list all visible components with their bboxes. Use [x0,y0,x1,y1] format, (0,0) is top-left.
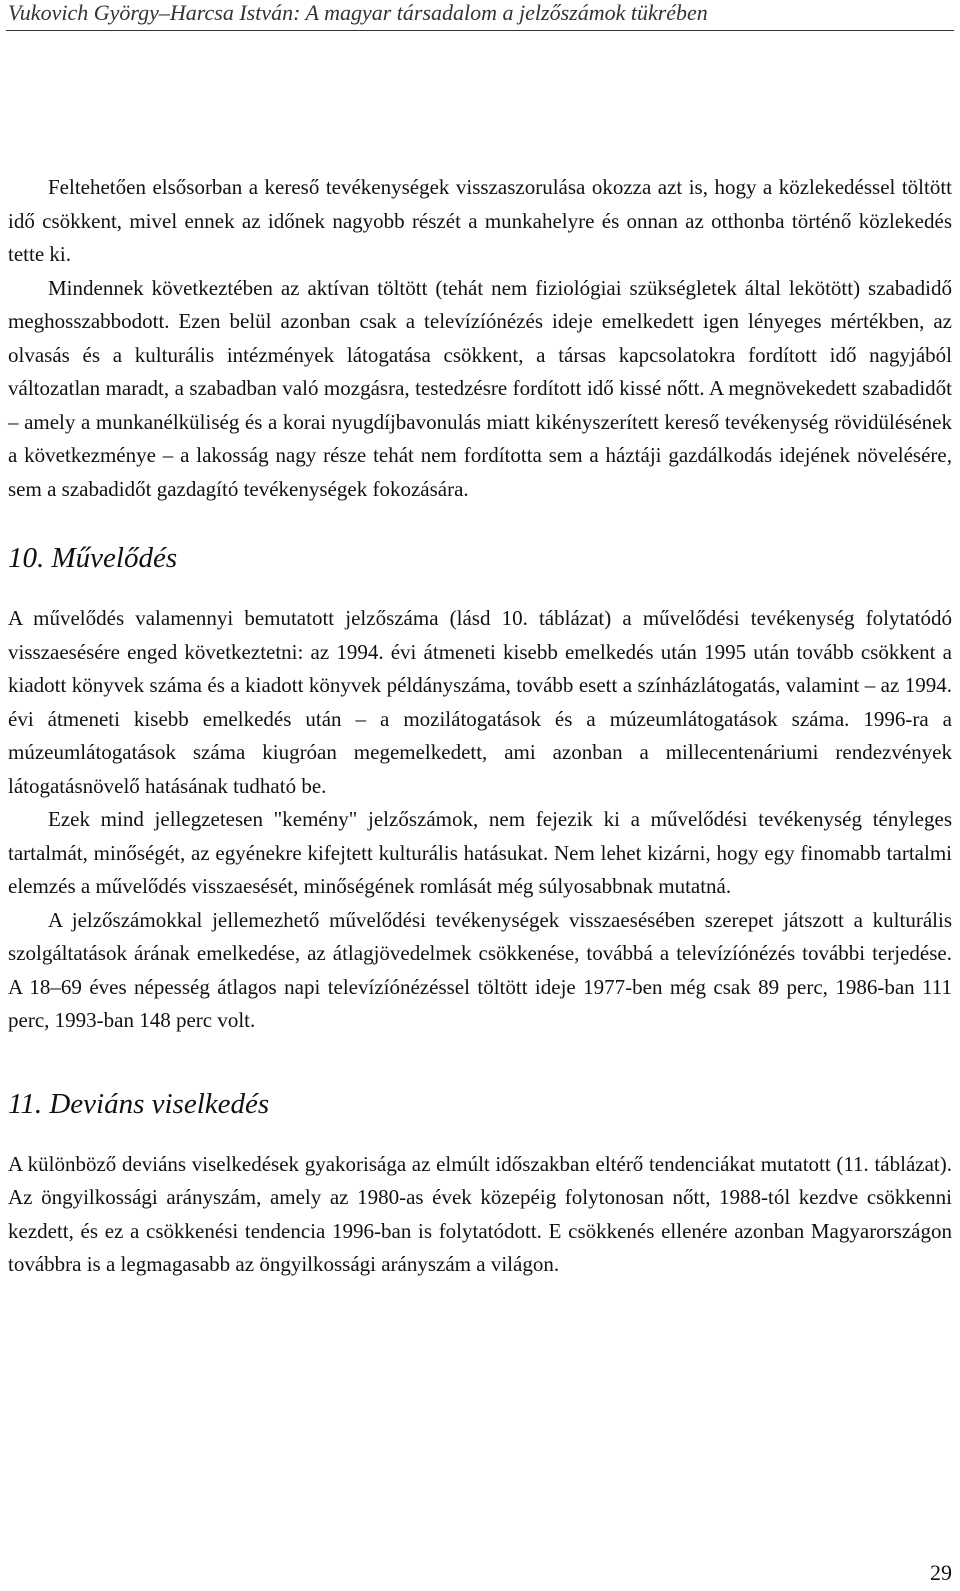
paragraph-deviant-behaviour: A különböző deviáns viselkedések gyakorisága az elmúlt időszakban eltérő tendenciákat mutatott (11. táblázat). Az öngyilkossági arányszám, amely az 1980-as évek közepéig folytonosan nőtt, 1988-tól kezdve csökkenni kezdett, és ez a csökkenési tendencia 1996-ban is folytatódott. E csökkenés ellenére azonban Magyarországon továbbra is a legmagasabb az öngyilkossági arányszám a világon. [8,1151,952,1276]
paragraph-free-time: Mindennek következtében az aktívan töltött (tehát nem fiziológiai szükségletek által lekötött) szabadidő meghosszabbodott. Ezen belül azonban csak a televízíónézés ideje emelkedett igen lényeges mértékben, az olvasás és a kulturális intézmények látogatása csökkent, a társas kapcsolatokra fordított idő nagyjából változatlan maradt, a szabadban való mozgásra, testedzésre fordított idő kissé nőtt. A megnövekedett szabadidőt – amely a munkanélküliség és a korai nyugdíjbavonulás miatt kikényszerített kereső tevékenység rövidülésének a következménye – a lakosság nagy része tehát nem fordította sem a háztáji gazdálkodás idejének növelésére, sem a szabadidőt gazdagító tevékenységek fokozására. [8,275,952,501]
section-heading-culture: 10. Művelődés [8,542,178,574]
paragraph-hard-indicators: Ezek mind jellegzetesen "kemény" jelzőszámok, nem fejezik ki a művelődési tevékenység tényleges tartalmát, minőségét, az egyénekre kifejtett kulturális hatásukat. Nem lehet kizárni, hogy egy finomabb tartalmi elemzés a művelődés visszaesését, minőségének romlását még súlyosabbnak mutatná. [8,807,952,898]
page-number: 29 [930,1560,952,1585]
header-rule [6,30,954,31]
paragraph-tv-viewing: A jelzőszámokkal jellemezhető művelődési tevékenységek visszaesésében szerepet játszott a kulturális szolgáltatások árának emelkedése, az átlagjövedelmek csökkenése, továbbá a televízíónézés további terjedése. A 18–69 éves népesség átlagos napi televízíónézéssel töltött ideje 1977-ben még csak 89 perc, 1986-ban 111 perc, 1993-ban 148 perc volt. [8,907,952,1032]
paragraph-travel-time: Feltehetően elsősorban a kereső tevékenységek visszaszorulása okozza azt is, hogy a közlekedéssel töltött idő csökkent, mivel ennek az időnek nagyobb részét a munkahelyre és onnan az otthonba történő közlekedés tette ki. [8,175,952,266]
paragraph-culture-indicators: A művelődés valamennyi bemutatott jelzőszáma (lásd 10. táblázat) a művelődési tevékenység folytatódó visszaesésére enged következtetni: az 1994. évi átmeneti kisebb emelkedés után 1995 után tovább csökkent a kiadott könyvek száma és a kiadott könyvek példányszáma, tovább esett a színházlátogatás, valamint – az 1994. évi átmeneti kisebb emelkedés után – a mozilátogatások és a múzeumlátogatások száma. 1996-ra a múzeumlátogatások száma kiugróan megemelkedett, ami azonban a millecentenáriumi rendezvények látogatásnövelő hatásának tudható be. [8,606,952,798]
section-heading-deviance: 11. Deviáns viselkedés [8,1087,270,1120]
body-text [8,171,952,1282]
running-header: Vukovich György–Harcsa István: A magyar társadalom a jelzőszámok tükrében [8,0,708,25]
